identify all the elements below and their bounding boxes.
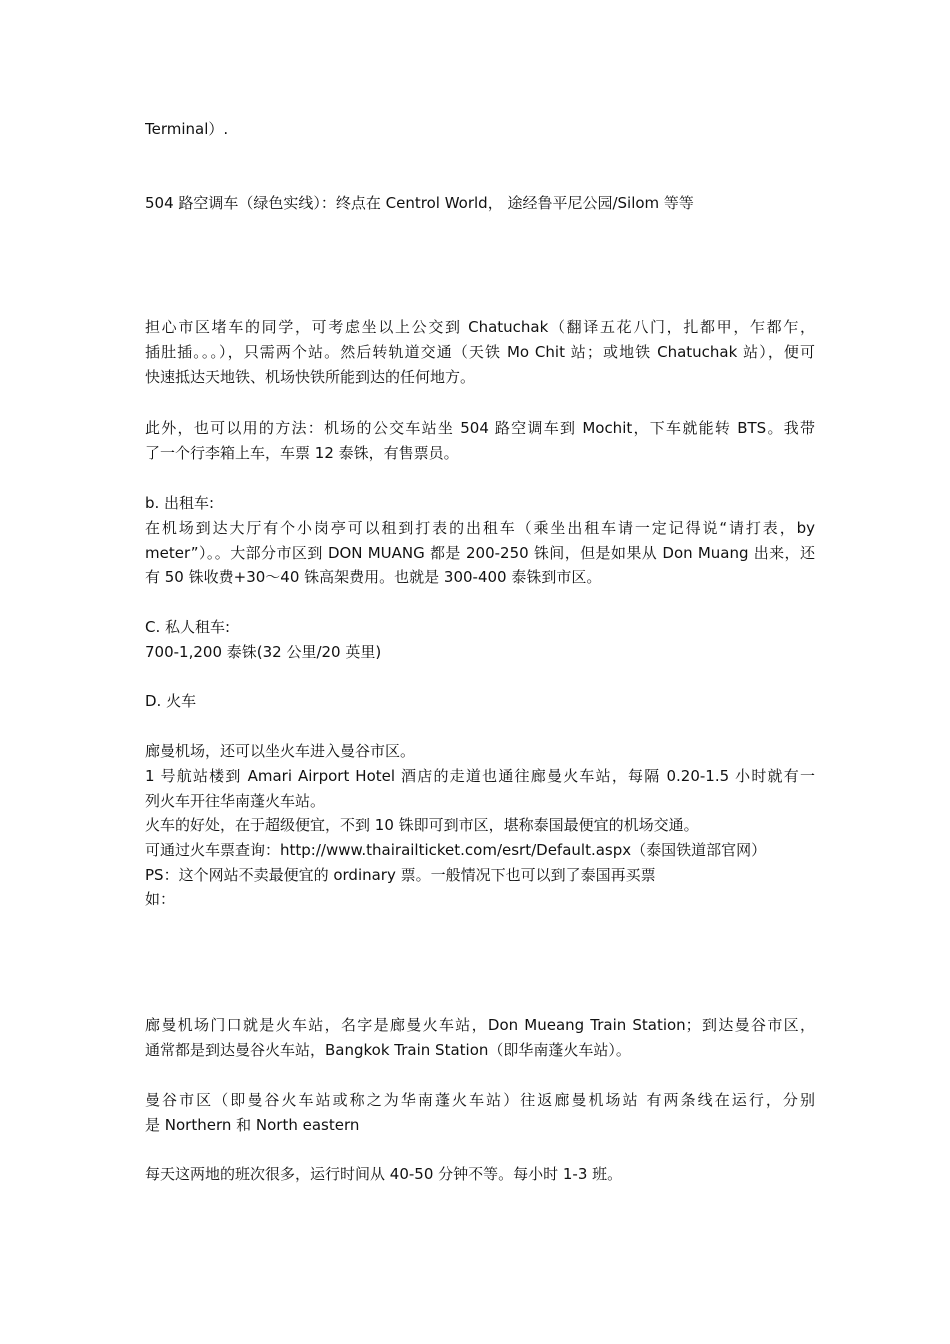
mochit-paragraph-line-2: 了一个行李箱上车，车票 12 泰铢，有售票员。 <box>145 444 459 462</box>
frequency-paragraph-line-1: 每天这两地的班次很多，运行时间从 40-50 分钟不等。每小时 1-3 班。 <box>145 1165 623 1183</box>
section-b-line-3: 有 50 铢收费+30～40 铢高架费用。也就是 300-400 泰铢到市区。 <box>145 568 602 586</box>
chatuchak-paragraph-line-3: 快速抵达天地铁、机场快铁所能到达的任何地方。 <box>145 368 476 386</box>
section-d-line-6: PS：这个网站不卖最便宜的 ordinary 票。一般情况下也可以到了泰国再买票 <box>145 866 656 884</box>
station-paragraph-line-1: 廊曼机场门口就是火车站，名字是廊曼火车站，Don Mueang Train Station；到达曼谷市区， <box>145 1016 815 1034</box>
mochit-paragraph-line-1: 此外，也可以用的方法：机场的公交车站坐 504 路空调车到 Mochit，下车就能转 BTS。我带 <box>145 419 815 437</box>
section-b-heading: b. 出租车: <box>145 494 215 512</box>
section-d-line-1: 廊曼机场，还可以坐火车进入曼谷市区。 <box>145 742 416 760</box>
section-d-line-2: 1 号航站楼到 Amari Airport Hotel 酒店的走道也通往廊曼火车站，每隔 0.20-1.5 小时就有一 <box>145 767 815 785</box>
section-d-heading: D. 火车 <box>145 692 197 710</box>
lines-paragraph-line-2: 是 Northern 和 North eastern <box>145 1116 360 1134</box>
section-d-line-4: 火车的好处，在于超级便宜，不到 10 铢即可到市区，堪称泰国最便宜的机场交通。 <box>145 816 699 834</box>
section-c-heading: C. 私人租车: <box>145 618 231 636</box>
section-d-line-7: 如： <box>145 890 176 908</box>
terminal-line: Terminal）. <box>145 120 229 138</box>
section-d-line-3: 列火车开往华南蓬火车站。 <box>145 792 326 810</box>
chatuchak-paragraph-line-2: 插肚插。。。），只需两个站。然后转轨道交通（天铁 Mo Chit 站；或地铁 Chatuchak 站），便可 <box>145 343 815 361</box>
lines-paragraph-line-1: 曼谷市区（即曼谷火车站或称之为华南蓬火车站）往返廊曼机场站 有两条线在运行，分别 <box>145 1091 815 1109</box>
bus-504-line: 504 路空调车（绿色实线）：终点在 Centrol World， 途经鲁平尼公园/Silom 等等 <box>145 194 694 212</box>
chatuchak-paragraph-line-1: 担心市区堵车的同学，可考虑坐以上公交到 Chatuchak（翻译五花八门，扎都甲，乍都乍， <box>145 318 815 336</box>
station-paragraph-line-2: 通常都是到达曼谷火车站，Bangkok Train Station（即华南蓬火车站）。 <box>145 1041 631 1059</box>
section-c-line-1: 700-1,200 泰铢(32 公里/20 英里) <box>145 643 382 661</box>
section-d-line-5: 可通过火车票查询：http://www.thairailticket.com/esrt/Default.aspx（泰国铁道部官网） <box>145 841 767 859</box>
section-b-line-1: 在机场到达大厅有个小岗亭可以租到打表的出租车（乘坐出租车请一定记得说“请打表，by <box>145 519 815 537</box>
section-b-line-2: meter”）。。大部分市区到 DON MUANG 都是 200-250 铢间，但是如果从 Don Muang 出来，还 <box>145 544 815 562</box>
